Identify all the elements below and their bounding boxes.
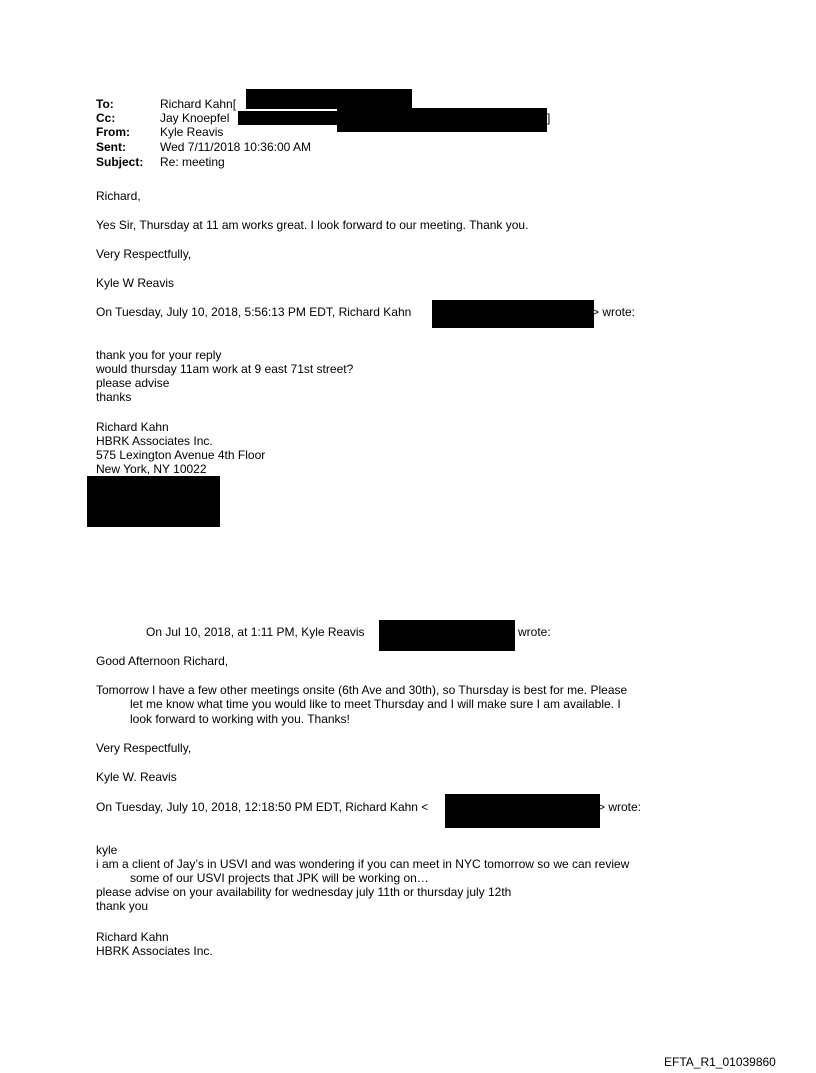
text-line: please advise on your availability for wednesday july 11th or thursday july 12th <box>96 885 512 899</box>
cc-value: Jay Knoepfel <box>160 111 230 125</box>
subject-label: Subject: <box>96 155 144 169</box>
closing: Very Respectfully, <box>96 247 192 261</box>
quote-intro-suffix: > wrote: <box>598 800 642 814</box>
subject-value: Re: meeting <box>160 155 225 169</box>
signature: Kyle W. Reavis <box>96 770 177 784</box>
text-line: HBRK Associates Inc. <box>96 944 213 958</box>
to-label: To: <box>96 97 114 111</box>
quote-intro: On Tuesday, July 10, 2018, 5:56:13 PM EDT, Richard Kahn <box>96 305 412 319</box>
body-text: look forward to working with you. Thanks! <box>130 712 350 726</box>
text-line: some of our USVI projects that JPK will be working on… <box>130 871 429 885</box>
text-line: New York, NY 10022 <box>96 462 207 476</box>
from-value: Kyle Reavis <box>160 125 224 139</box>
redaction-box <box>238 111 338 125</box>
closing: Very Respectfully, <box>96 741 192 755</box>
redaction-box <box>87 476 220 527</box>
cc-tail: ] <box>547 111 551 125</box>
quote-body <box>96 348 353 404</box>
redaction-box <box>246 89 412 109</box>
text-line: Richard Kahn <box>96 420 169 434</box>
greeting: Good Afternoon Richard, <box>96 654 229 668</box>
quote-intro: On Tuesday, July 10, 2018, 12:18:50 PM EDT, Richard Kahn < <box>96 800 429 814</box>
text-line: HBRK Associates Inc. <box>96 434 213 448</box>
body-text: Yes Sir, Thursday at 11 am works great. I look forward to our meeting. Thank you. <box>96 218 529 232</box>
text-line: would thursday 11am work at 9 east 71st street? <box>96 362 354 376</box>
redaction-box <box>337 108 547 132</box>
text-line: thank you <box>96 899 149 913</box>
quote-intro-suffix: > wrote: <box>592 305 636 319</box>
redaction-box <box>379 620 515 651</box>
sender-signature-block <box>96 420 265 476</box>
text-line: i am a client of Jay’s in USVI and was wondering if you can meet in NYC tomorrow so we can review <box>96 857 630 871</box>
text-line: Richard Kahn <box>96 930 169 944</box>
body-text: let me know what time you would like to meet Thursday and I will make sure I am available. I <box>130 697 621 711</box>
from-label: From: <box>96 125 130 139</box>
signature: Kyle W Reavis <box>96 276 175 290</box>
redaction-box <box>432 300 594 328</box>
quote-body <box>96 843 629 913</box>
text-line: kyle <box>96 843 118 857</box>
quote-intro-suffix: wrote: <box>518 625 551 639</box>
document-id: EFTA_R1_01039860 <box>664 1055 776 1069</box>
greeting: Richard, <box>96 189 141 203</box>
quote-intro: On Jul 10, 2018, at 1:11 PM, Kyle Reavis <box>146 625 365 639</box>
sender-signature-block <box>96 930 213 958</box>
text-line: thanks <box>96 390 132 404</box>
text-line: 575 Lexington Avenue 4th Floor <box>96 448 266 462</box>
body-text: Tomorrow I have a few other meetings onsite (6th Ave and 30th), so Thursday is best for me. Please <box>96 683 628 697</box>
sent-label: Sent: <box>96 140 126 154</box>
sent-value: Wed 7/11/2018 10:36:00 AM <box>160 140 312 154</box>
to-value: Richard Kahn[ <box>160 97 237 111</box>
text-line: please advise <box>96 376 170 390</box>
redaction-box <box>445 794 600 828</box>
cc-label: Cc: <box>96 111 116 125</box>
text-line: thank you for your reply <box>96 348 222 362</box>
